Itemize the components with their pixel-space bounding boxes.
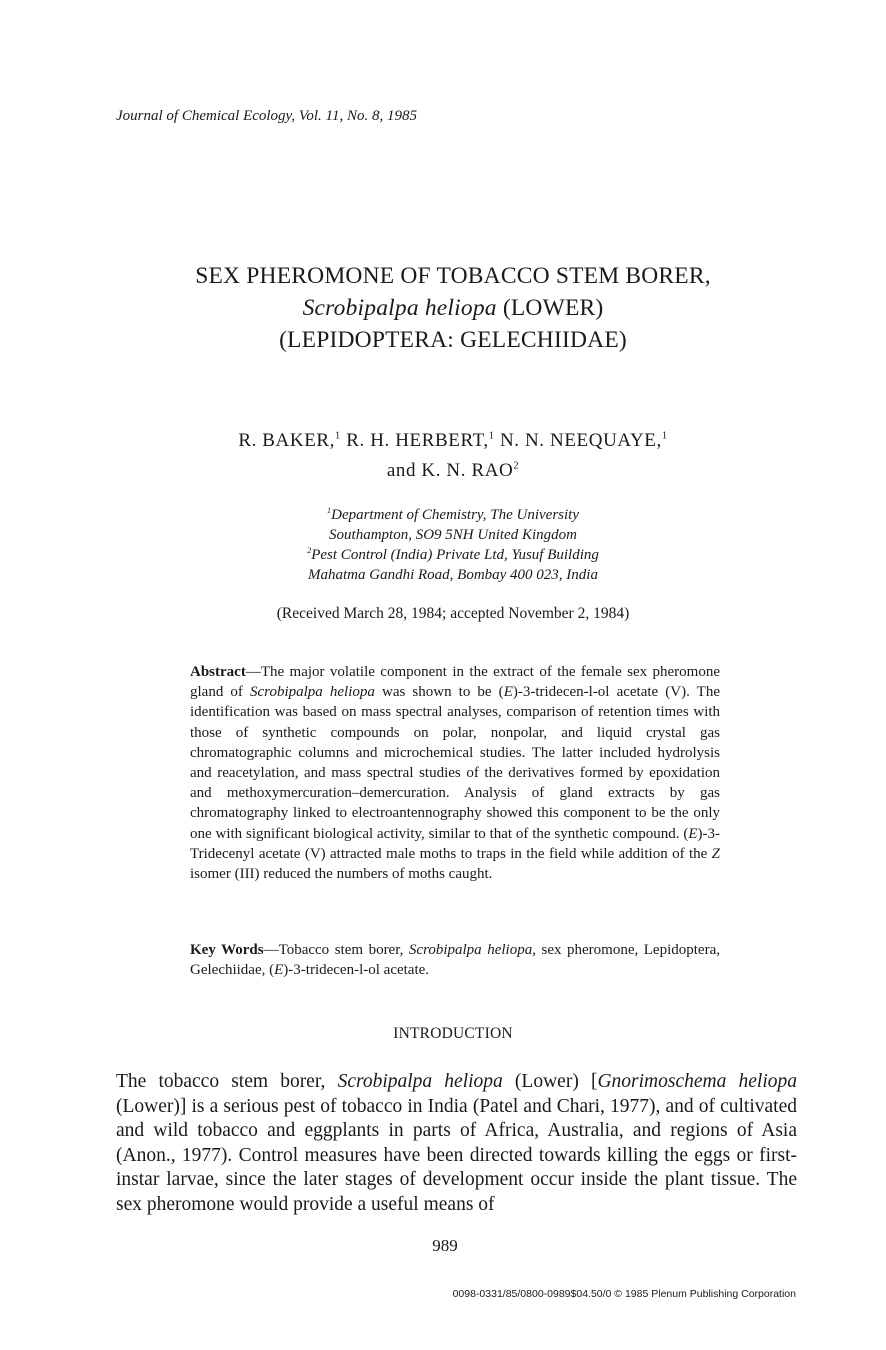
- title-line-2-rest: (LOWER): [502, 295, 604, 321]
- affiliation-1-line-2: Southampton, SO9 5NH United Kingdom: [329, 527, 577, 543]
- intro-text-1: The tobacco stem borer,: [116, 1071, 338, 1092]
- copyright-line: 0098-0331/85/0800-0989$04.50/0 © 1985 Plenum Publishing Corporation: [452, 1288, 796, 1300]
- abstract-text-4: )-3-Tridecenyl acetate (V) attracted male moths to traps in the field while addition of the: [190, 825, 720, 862]
- key-words: [190, 940, 720, 980]
- article-title: [0, 260, 886, 356]
- affiliation-1-marker: 1: [326, 506, 332, 515]
- abstract: [190, 662, 720, 884]
- key-words-species: Scrobipalpa heliopa: [408, 942, 533, 958]
- abstract-text-5: isomer (III) reduced the numbers of moths caught.: [190, 866, 493, 883]
- author-baker-affil: 1: [335, 430, 341, 442]
- abstract-isomer-z: Z: [711, 845, 720, 862]
- journal-citation: Journal of Chemical Ecology, Vol. 11, No. 8, 1985: [116, 108, 417, 124]
- affiliation-2-line-1: [0, 545, 886, 565]
- authors-line-1: [0, 426, 886, 456]
- abstract-text-1: —The major volatile component in the extract of the female sex pheromone gland of: [190, 664, 720, 701]
- key-words-isomer-e: E: [274, 962, 284, 979]
- key-words-text-3: )-3-tridecen-l-ol acetate.: [283, 962, 430, 979]
- section-heading-introduction: INTRODUCTION: [393, 1025, 513, 1042]
- title-line-1: SEX PHEROMONE OF TOBACCO STEM BORER,: [195, 263, 711, 289]
- author-neequaye-affil: 1: [661, 430, 668, 442]
- intro-species-1: Scrobipalpa heliopa: [337, 1071, 503, 1092]
- title-line-2: [0, 292, 886, 324]
- author-herbert-affil: 1: [488, 430, 495, 442]
- received-dates: (Received March 28, 1984; accepted November 2, 1984): [276, 605, 630, 622]
- authors-line-2: [0, 456, 886, 486]
- affiliation-1-line-1: [0, 505, 886, 525]
- author-baker: R. BAKER,: [238, 430, 336, 451]
- abstract-isomer-e2: E: [688, 825, 698, 842]
- intro-text-2: (Lower) [: [502, 1071, 598, 1092]
- title-line-3: (LEPIDOPTERA: GELECHIIDAE): [279, 327, 627, 353]
- affiliation-2-line-2: Mahatma Gandhi Road, Bombay 400 023, India: [308, 567, 598, 583]
- affiliation-1-text: Department of Chemistry, The University: [331, 507, 579, 523]
- key-words-text-2: , sex pheromone, Lepidoptera, Gelechiidae, (: [190, 942, 720, 979]
- intro-text-3: (Lower)] is a serious pest of tobacco in India (Patel and Chari, 1977), and of cultivated and wild tobacco and eggplants in parts of Africa, Australia, and regions of Asia (Anon., 1977). Control measures have been directed towards killing the eggs or first-instar larvae, since the later stages of development occur inside the plant tissue. The sex pheromone would provide a useful means of: [116, 1095, 797, 1215]
- authors: [0, 426, 886, 486]
- abstract-label: Abstract: [190, 664, 246, 680]
- key-words-text-1: —Tobacco stem borer,: [263, 942, 409, 958]
- author-herbert: R. H. HERBERT,: [346, 430, 489, 451]
- affiliation-2-marker: 2: [307, 546, 312, 555]
- author-rao: and K. N. RAO: [386, 460, 514, 481]
- abstract-species: Scrobipalpa heliopa: [250, 684, 375, 701]
- affiliations: [0, 505, 886, 585]
- author-neequaye: N. N. NEEQUAYE,: [499, 430, 662, 451]
- intro-species-2: Gnorimoschema heliopa: [597, 1071, 797, 1092]
- abstract-text-3: )-3-tridecen-l-ol acetate (V). The identification was based on mass spectral analyses, comparison of retention times with those of synthetic compounds on polar, nonpolar, and liquid crystal gas chromatographic columns and microchemical studies. The latter included hydrolysis and reacetylation, and mass spectral studies of the derivatives formed by epoxidation and methoxymercuration–demercuration. Analysis of gland extracts by gas chromatography linked to electroantennography showed this component to be the only one with significant biological activity, similar to that of the synthetic compound. (: [190, 684, 720, 842]
- abstract-isomer-e1: E: [503, 684, 513, 701]
- title-species: Scrobipalpa heliopa: [302, 295, 497, 321]
- introduction-paragraph: [116, 1070, 797, 1218]
- author-rao-affil: 2: [513, 460, 520, 472]
- page-number: 989: [432, 1236, 458, 1255]
- abstract-text-2: was shown to be (: [374, 684, 504, 701]
- affiliation-2-text: Pest Control (India) Private Ltd, Yusuf Building: [311, 547, 599, 563]
- key-words-label: Key Words: [190, 942, 264, 958]
